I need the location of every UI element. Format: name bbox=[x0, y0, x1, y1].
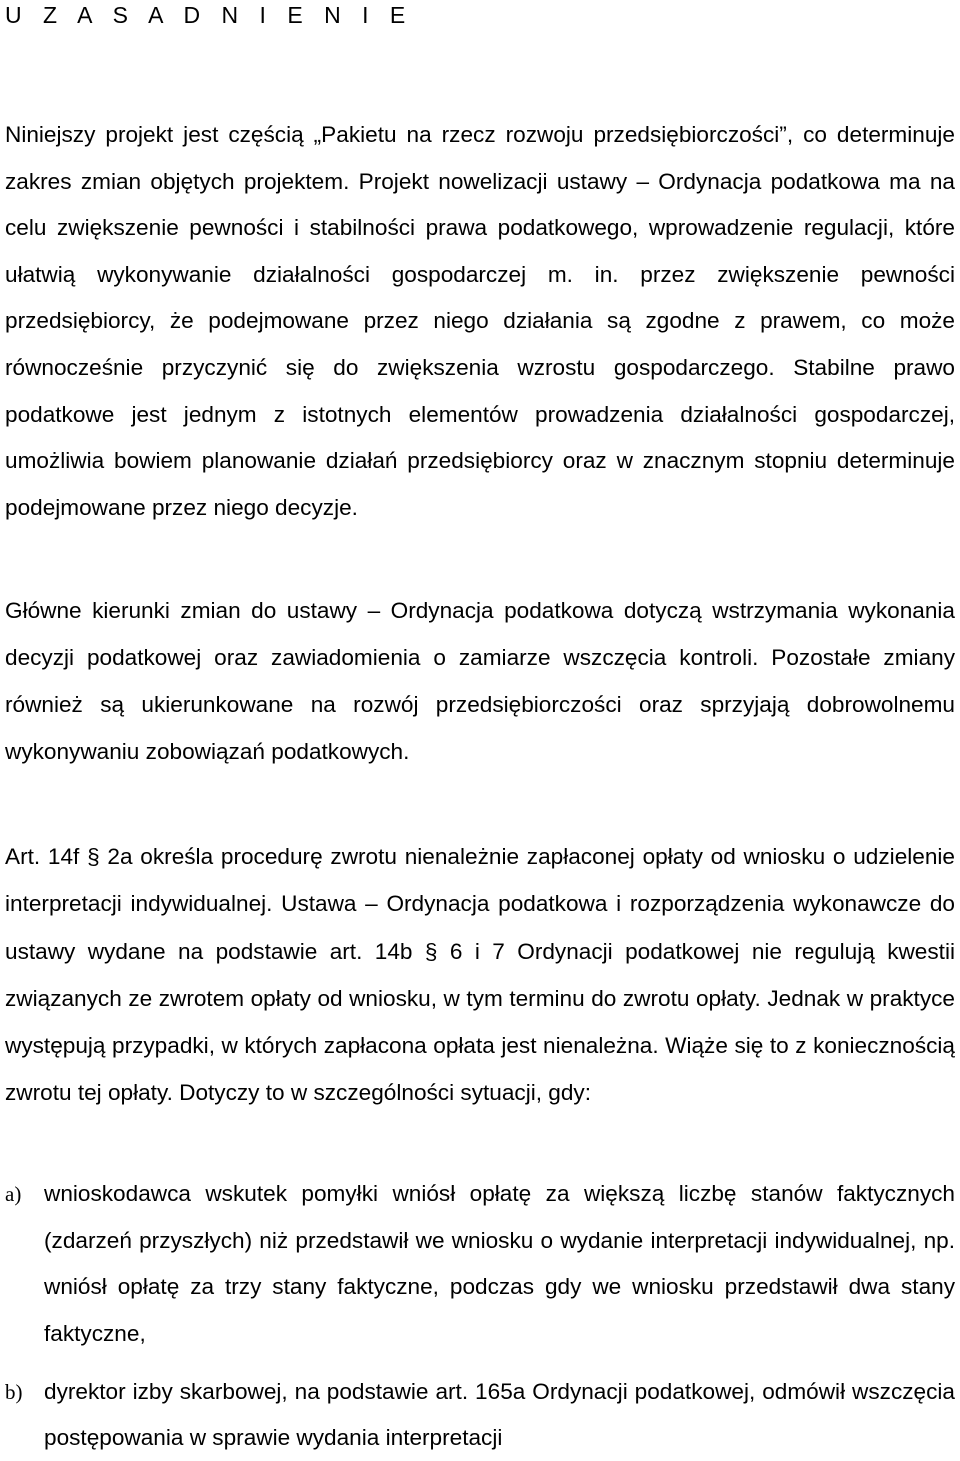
list-item-marker: a) bbox=[5, 1182, 22, 1206]
list-item bbox=[5, 1171, 955, 1357]
paragraph-main-changes: Główne kierunki zmian do ustawy – Ordynacja podatkowa dotyczą wstrzymania wykonania decyzji podatkowej oraz zawiadomienia o zamiarze wszczęcia kontroli. Pozostałe zmiany również są ukierunkowane na rozwój przedsiębiorczości oraz sprzyjają dobrowolnemu wykonywaniu zobowiązań podatkowych. bbox=[5, 598, 955, 764]
list-item-text: dyrektor izby skarbowej, na podstawie art. 165a Ordynacji podatkowej, odmówił wszczęcia postępowania w sprawie wydania interpretacji bbox=[44, 1379, 955, 1450]
list-item-text: wnioskodawca wskutek pomyłki wniósł opłatę za większą liczbę stanów faktycznych (zdarzeń przyszłych) niż przedstawił we wniosku o wydanie interpretacji indywidualnej, np. wniósł opłatę za trzy stany faktyczne, podczas gdy we wniosku przedstawił dwa stany faktyczne, bbox=[44, 1181, 955, 1346]
document-heading: U Z A S A D N I E N I E bbox=[5, 2, 413, 28]
list-item bbox=[5, 1369, 955, 1461]
list-item-marker: b) bbox=[5, 1380, 23, 1404]
paragraph-art-14f: Art. 14f § 2a określa procedurę zwrotu nienależnie zapłaconej opłaty od wniosku o udzielenie interpretacji indywidualnej. Ustawa – Ordynacja podatkowa i rozporządzenia wykonawcze do ustawy wydane na podstawie art. 14b § 6 i 7 Ordynacji podatkowej nie regulują kwestii związanych ze zwrotem opłaty od wniosku, w tym terminu do zwrotu opłaty. Jednak w praktyce występują przypadki, w których zapłacona opłata jest nienależna. Wiąże się to z koniecznością zwrotu tej opłaty. Dotyczy to w szczególności sytuacji, gdy: bbox=[5, 844, 955, 1106]
paragraph-intro: Niniejszy projekt jest częścią „Pakietu na rzecz rozwoju przedsiębiorczości”, co determinuje zakres zmian objętych projektem. Projekt nowelizacji ustawy – Ordynacja podatkowa ma na celu zwiększenie pewności i stabilności prawa podatkowego, wprowadzenie regulacji, które ułatwią wykonywanie działalności gospodarczej m. in. przez zwiększenie pewności przedsiębiorcy, że podejmowane przez niego działania są zgodne z prawem, co może równocześnie przyczynić się do zwiększenia wzrostu gospodarczego. Stabilne prawo podatkowe jest jednym z istotnych elementów prowadzenia działalności gospodarczej, umożliwia bowiem planowanie działań przedsiębiorcy oraz w znacznym stopniu determinuje podejmowane przez niego decyzje. bbox=[5, 122, 955, 520]
